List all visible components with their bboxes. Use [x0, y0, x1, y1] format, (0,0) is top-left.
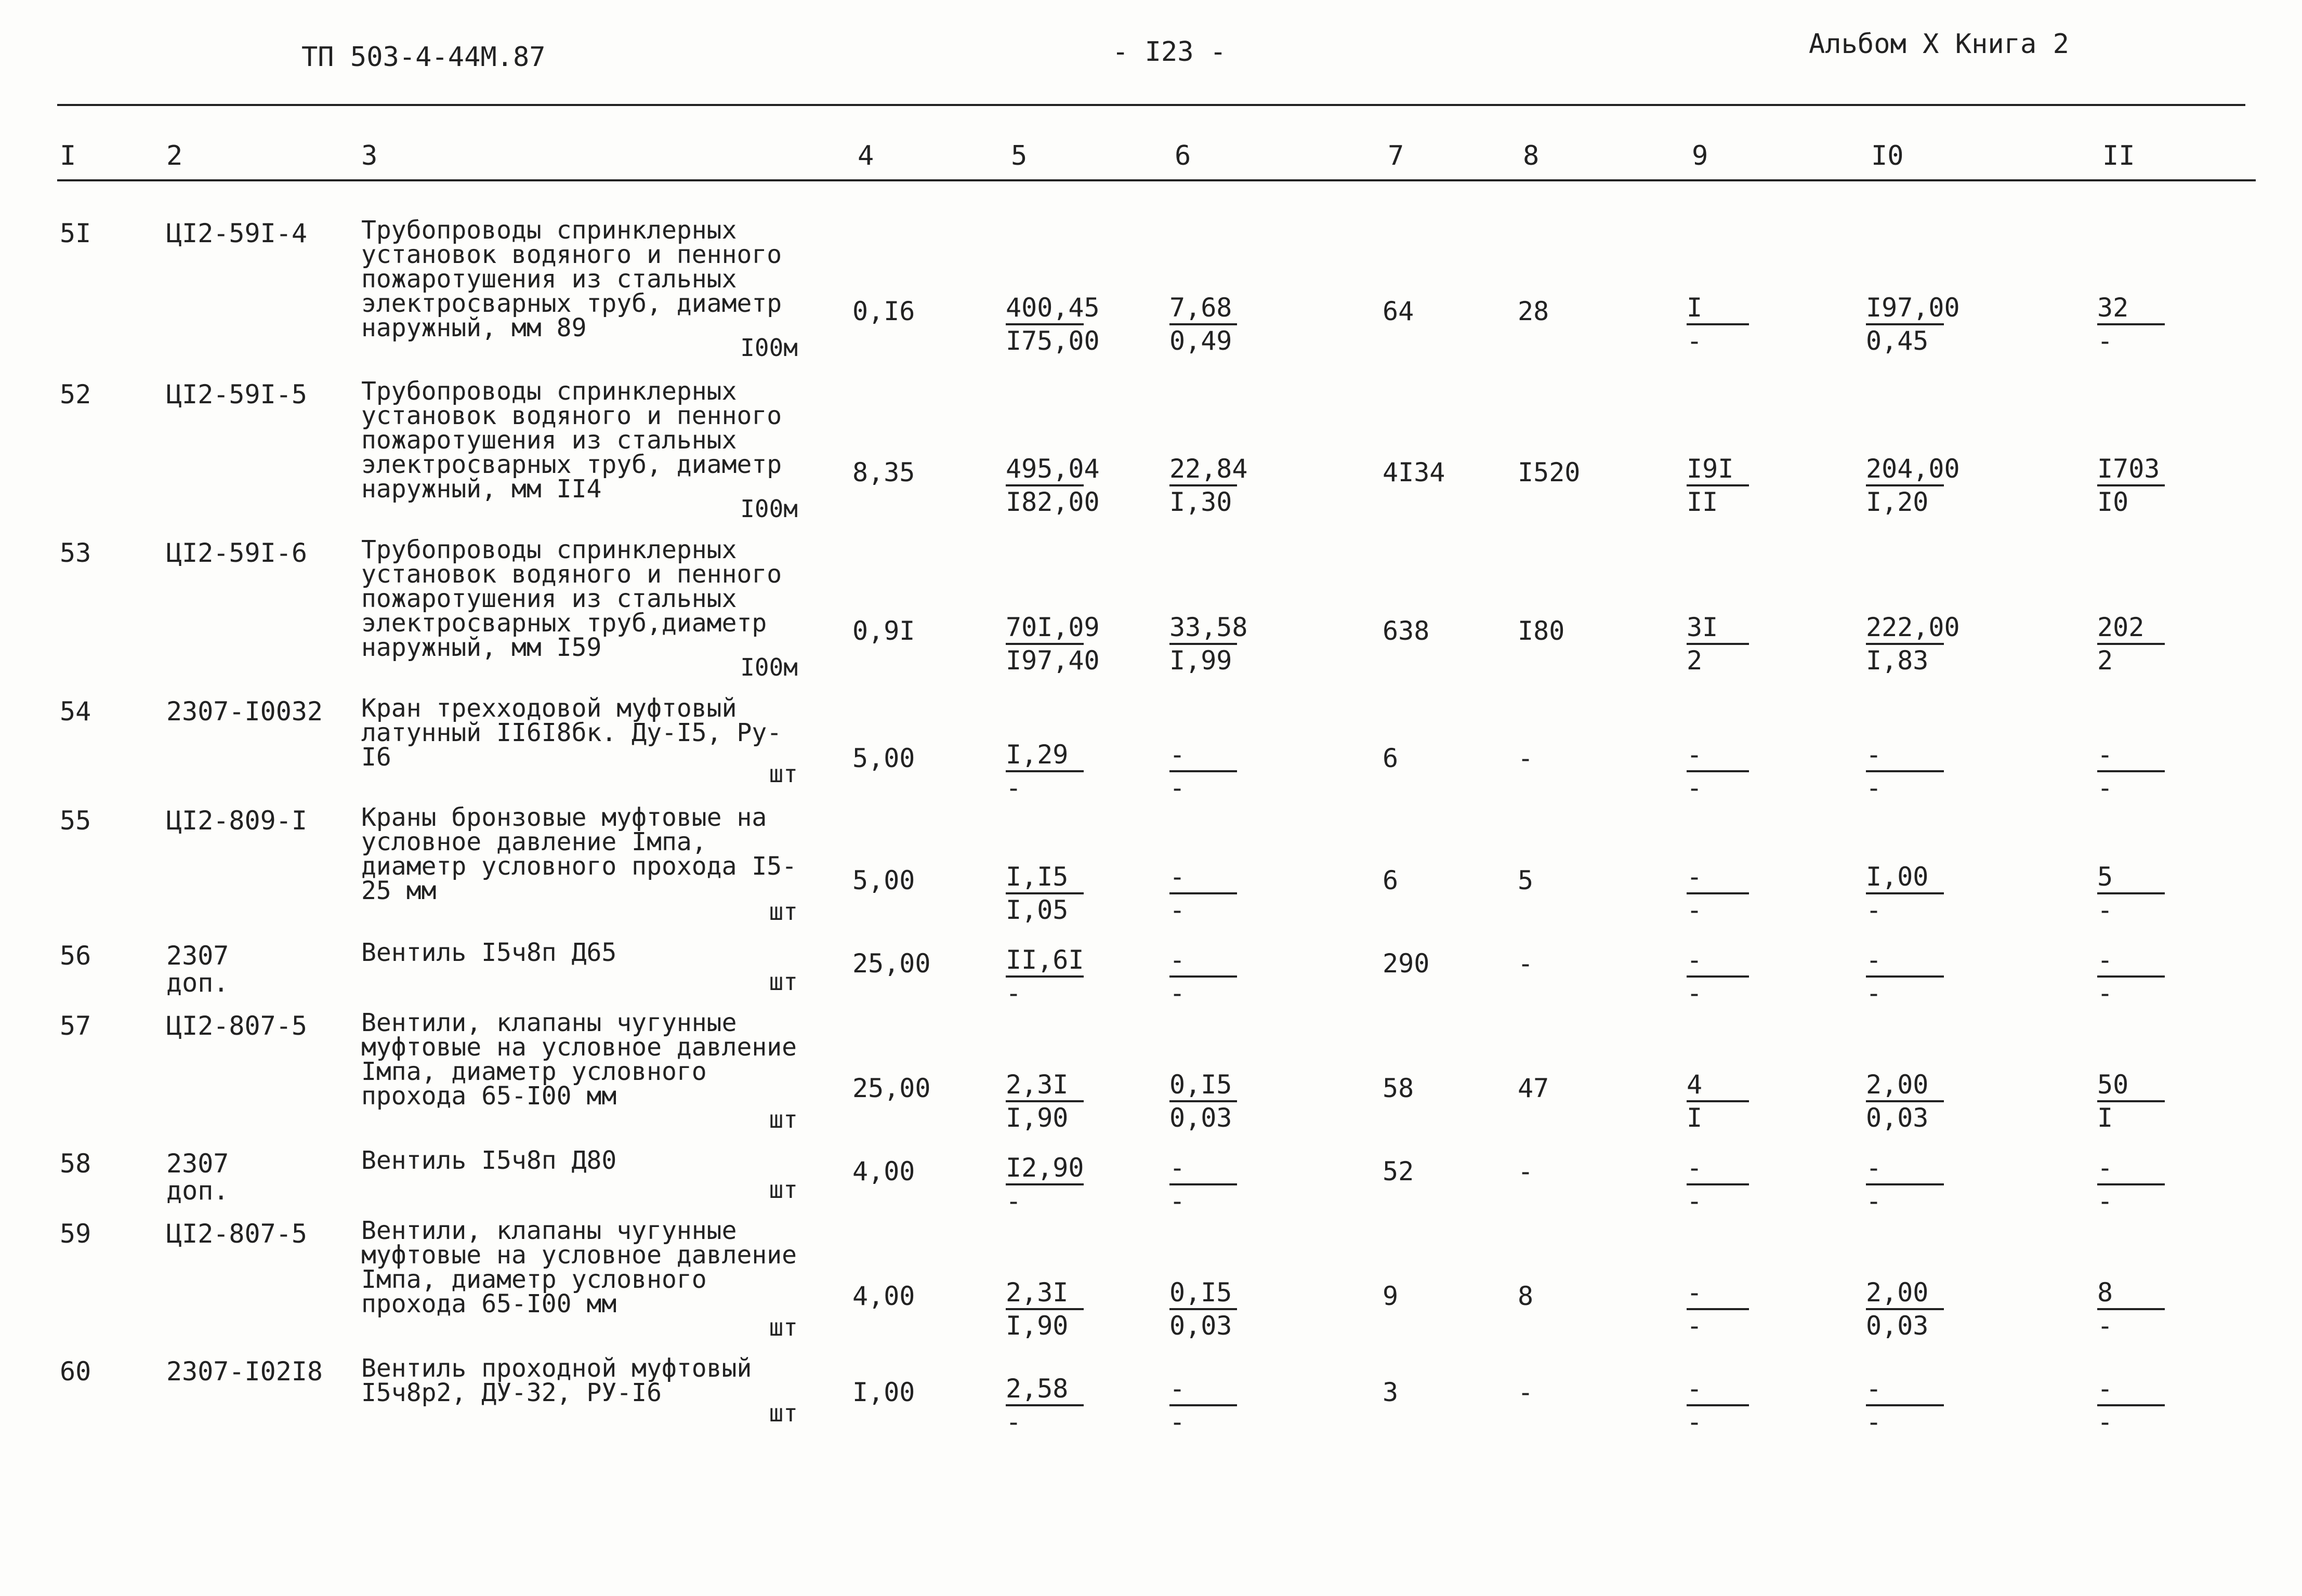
row-col7: 6	[1383, 865, 1399, 895]
fraction-denominator: I0	[2097, 487, 2129, 517]
row-c11-fraction	[2097, 1153, 2165, 1217]
row-c6-fraction	[1169, 1153, 1237, 1217]
row-c5-fraction	[1006, 1374, 1084, 1437]
row-c6-fraction	[1169, 1070, 1237, 1133]
fraction-denominator: -	[1866, 773, 1882, 803]
fraction-denominator: -	[2097, 326, 2113, 356]
row-c9-fraction	[1687, 740, 1749, 803]
row-number: 56	[60, 941, 91, 971]
row-c5-fraction	[1006, 1070, 1084, 1133]
fraction-numerator: I,00	[1866, 862, 1944, 894]
column-number: 7	[1388, 140, 1404, 172]
row-unit: шт	[769, 898, 798, 926]
column-number: 6	[1175, 140, 1191, 172]
row-description: Трубопроводы спринклерных установок водяного и пенного пожаротушения из стальных электросварных труб, диаметр наружный, мм II4	[361, 377, 782, 504]
fraction-denominator: -	[2097, 1311, 2113, 1341]
row-c9-fraction	[1687, 1070, 1749, 1133]
row-quantity: 0,9I	[852, 616, 915, 646]
row-c11-fraction	[2097, 862, 2165, 926]
row-c9-fraction	[1687, 1278, 1749, 1341]
row-c9-fraction	[1687, 613, 1749, 676]
row-c10-fraction	[1866, 740, 1944, 803]
row-c10-fraction	[1866, 612, 1960, 676]
row-code: доп.	[166, 968, 229, 998]
row-c10-fraction	[1866, 945, 1944, 1009]
fraction-denominator: -	[1866, 1407, 1882, 1437]
fraction-numerator: I	[1687, 293, 1749, 325]
row-number: 58	[60, 1149, 91, 1179]
fraction-denominator: -	[1687, 895, 1703, 925]
fraction-numerator: 2,3I	[1006, 1278, 1084, 1310]
row-c11-fraction	[2097, 1374, 2165, 1437]
row-number: 5I	[60, 218, 91, 248]
row-col8: -	[1518, 1377, 1534, 1407]
row-c11-fraction	[2097, 740, 2165, 803]
fraction-numerator: -	[1169, 862, 1237, 894]
fraction-numerator: 495,04	[1006, 454, 1084, 486]
fraction-numerator: I2,90	[1006, 1153, 1084, 1185]
row-c6-fraction	[1169, 862, 1237, 926]
row-code: ЦI2-59I-5	[166, 379, 307, 410]
row-c6-fraction	[1169, 740, 1237, 803]
fraction-denominator: 0,03	[1866, 1311, 1929, 1341]
row-col7: 6	[1383, 743, 1399, 773]
fraction-denominator: -	[1169, 978, 1186, 1008]
fraction-numerator: 7,68	[1169, 293, 1237, 325]
row-unit: шт	[769, 1399, 798, 1427]
fraction-numerator: 2,00	[1866, 1278, 1944, 1310]
row-c6-fraction	[1169, 945, 1237, 1009]
fraction-numerator: -	[1866, 1374, 1944, 1406]
row-quantity: 5,00	[852, 865, 915, 895]
row-quantity: 25,00	[852, 1073, 931, 1103]
row-c5-fraction	[1006, 740, 1084, 803]
fraction-numerator: 3I	[1687, 613, 1749, 645]
row-c10-fraction	[1866, 1070, 1944, 1133]
row-c9-fraction	[1687, 1153, 1749, 1217]
row-code: 2307	[166, 941, 229, 971]
row-c10-fraction	[1866, 454, 1960, 518]
row-col8: -	[1518, 948, 1534, 979]
row-col7: 4I34	[1383, 457, 1445, 487]
row-c11-fraction	[2097, 613, 2165, 676]
row-quantity: 4,00	[852, 1281, 915, 1311]
row-code: ЦI2-59I-6	[166, 538, 307, 568]
row-c10-fraction	[1866, 293, 1960, 357]
row-c5-fraction	[1006, 945, 1084, 1009]
fraction-denominator: 2	[2097, 645, 2113, 676]
row-unit: шт	[769, 968, 798, 996]
fraction-denominator: 0,03	[1169, 1103, 1232, 1133]
row-quantity: 4,00	[852, 1156, 915, 1186]
row-c9-fraction	[1687, 945, 1749, 1009]
row-number: 59	[60, 1219, 91, 1249]
fraction-numerator: -	[1169, 740, 1237, 772]
row-number: 54	[60, 696, 91, 727]
fraction-numerator: I9I	[1687, 454, 1749, 486]
fraction-denominator: I,83	[1866, 645, 1929, 676]
fraction-denominator: -	[1169, 1186, 1186, 1216]
row-col8: 47	[1518, 1073, 1549, 1103]
fraction-numerator: 4	[1687, 1070, 1749, 1102]
row-unit: I00м	[740, 495, 798, 523]
fraction-numerator: 0,I5	[1169, 1070, 1237, 1102]
fraction-denominator: I,90	[1006, 1103, 1069, 1133]
fraction-denominator: 0,03	[1169, 1311, 1232, 1341]
fraction-numerator: I703	[2097, 454, 2165, 486]
fraction-numerator: -	[1169, 945, 1237, 978]
row-unit: I00м	[740, 334, 798, 362]
row-unit: шт	[769, 1176, 798, 1204]
column-number: 3	[361, 140, 378, 172]
row-code: ЦI2-807-5	[166, 1219, 307, 1249]
fraction-numerator: -	[1687, 1374, 1749, 1406]
fraction-numerator: 0,I5	[1169, 1278, 1237, 1310]
fraction-denominator: -	[2097, 978, 2113, 1008]
row-c5-fraction	[1006, 454, 1100, 518]
fraction-denominator: -	[2097, 1186, 2113, 1216]
page-number: - I23 -	[1112, 36, 1227, 68]
row-c6-fraction	[1169, 612, 1248, 676]
row-code: ЦI2-807-5	[166, 1011, 307, 1041]
row-col7: 58	[1383, 1073, 1414, 1103]
fraction-numerator: 2,3I	[1006, 1070, 1084, 1102]
row-c5-fraction	[1006, 862, 1084, 926]
row-col7: 3	[1383, 1377, 1399, 1407]
fraction-denominator: -	[1687, 1186, 1703, 1216]
row-col8: I80	[1518, 616, 1565, 646]
fraction-denominator: -	[1866, 978, 1882, 1008]
fraction-denominator: I	[2097, 1103, 2113, 1133]
fraction-denominator: I,90	[1006, 1311, 1069, 1341]
fraction-numerator: 8	[2097, 1278, 2165, 1310]
row-col8: -	[1518, 1156, 1534, 1186]
row-number: 52	[60, 379, 91, 410]
fraction-denominator: -	[1006, 773, 1022, 803]
row-c10-fraction	[1866, 862, 1944, 926]
row-number: 57	[60, 1011, 91, 1041]
row-quantity: 0,I6	[852, 296, 915, 326]
row-description: Вентили, клапаны чугунные муфтовые на условное давление Iмпа, диаметр условного прохода 65-I00 мм	[361, 1008, 797, 1111]
fraction-denominator: -	[1687, 773, 1703, 803]
fraction-numerator: 5	[2097, 862, 2165, 894]
fraction-numerator: -	[1866, 1153, 1944, 1185]
fraction-denominator: -	[1687, 1407, 1703, 1437]
fraction-denominator: I,99	[1169, 645, 1232, 676]
row-code: ЦI2-59I-4	[166, 218, 307, 248]
row-number: 60	[60, 1356, 91, 1387]
doc-code: ТП 503-4-44М.87	[301, 42, 546, 73]
fraction-denominator: -	[1169, 1407, 1186, 1437]
fraction-numerator: -	[1687, 1278, 1749, 1310]
row-c5-fraction	[1006, 612, 1100, 676]
row-c6-fraction	[1169, 1374, 1237, 1437]
row-col7: 290	[1383, 948, 1430, 979]
row-col8: 8	[1518, 1281, 1534, 1311]
row-code: 2307-I02I8	[166, 1356, 323, 1387]
row-col8: -	[1518, 743, 1534, 773]
fraction-denominator: 0,45	[1866, 326, 1929, 356]
column-number: I0	[1871, 140, 1904, 172]
fraction-numerator: 2,58	[1006, 1374, 1084, 1406]
row-number: 53	[60, 538, 91, 568]
row-c9-fraction	[1687, 293, 1749, 357]
row-description: Краны бронзовые муфтовые на условное давление Iмпа, диаметр условного прохода I5-25 мм	[361, 803, 797, 905]
fraction-numerator: 33,58	[1169, 613, 1237, 645]
row-c11-fraction	[2097, 1070, 2165, 1133]
fraction-numerator: -	[1866, 740, 1944, 772]
row-description: Вентиль I5ч8п Д80	[361, 1146, 617, 1175]
fraction-numerator: -	[1866, 945, 1944, 978]
fraction-numerator: I,I5	[1006, 862, 1084, 894]
fraction-numerator: 204,00	[1866, 454, 1944, 486]
fraction-denominator: I,20	[1866, 487, 1929, 517]
row-quantity: 25,00	[852, 948, 931, 979]
row-c10-fraction	[1866, 1153, 1944, 1217]
column-number: 5	[1011, 140, 1028, 172]
row-description: Вентиль I5ч8п Д65	[361, 938, 617, 967]
column-number: II	[2102, 140, 2135, 172]
column-header-rule	[57, 179, 2256, 181]
fraction-numerator: -	[2097, 740, 2165, 772]
row-c11-fraction	[2097, 945, 2165, 1009]
fraction-numerator: -	[1687, 1153, 1749, 1185]
row-c9-fraction	[1687, 454, 1749, 518]
fraction-numerator: -	[2097, 1374, 2165, 1406]
row-c11-fraction	[2097, 454, 2165, 518]
fraction-numerator: -	[1169, 1374, 1237, 1406]
fraction-denominator: I82,00	[1006, 487, 1100, 517]
row-c5-fraction	[1006, 1153, 1084, 1217]
fraction-numerator: 50	[2097, 1070, 2165, 1102]
fraction-numerator: -	[1687, 740, 1749, 772]
row-c5-fraction	[1006, 1278, 1084, 1341]
row-c10-fraction	[1866, 1374, 1944, 1437]
fraction-numerator: -	[1687, 862, 1749, 894]
fraction-denominator: 0,49	[1169, 326, 1232, 356]
fraction-denominator: -	[1687, 1311, 1703, 1341]
row-quantity: I,00	[852, 1377, 915, 1407]
fraction-denominator: 2	[1687, 645, 1703, 676]
row-c5-fraction	[1006, 293, 1100, 357]
fraction-denominator: II	[1687, 487, 1718, 517]
row-description: Вентили, клапаны чугунные муфтовые на условное давление Iмпа, диаметр условного прохода 65-I00 мм	[361, 1216, 797, 1318]
row-code: доп.	[166, 1176, 229, 1206]
row-c11-fraction	[2097, 1278, 2165, 1341]
column-number: I	[60, 140, 76, 172]
row-unit: шт	[769, 760, 798, 788]
album-label: Альбом X Книга 2	[1809, 29, 2069, 60]
row-number: 55	[60, 806, 91, 836]
fraction-denominator: -	[1006, 1186, 1022, 1216]
row-c6-fraction	[1169, 454, 1248, 518]
fraction-denominator: -	[1687, 326, 1703, 356]
row-code: ЦI2-809-I	[166, 806, 307, 836]
row-col7: 52	[1383, 1156, 1414, 1186]
row-unit: шт	[769, 1313, 798, 1341]
fraction-numerator: -	[1169, 1153, 1237, 1185]
row-c6-fraction	[1169, 293, 1237, 357]
fraction-denominator: -	[1866, 895, 1882, 925]
fraction-denominator: -	[1006, 1407, 1022, 1437]
row-c9-fraction	[1687, 1374, 1749, 1437]
fraction-numerator: 202	[2097, 613, 2165, 645]
row-col7: 638	[1383, 616, 1430, 646]
row-description: Кран трехходовой муфтовый латунный II6I8бк. Ду-I5, Ру-I6	[361, 694, 782, 772]
fraction-numerator: 22,84	[1169, 454, 1237, 486]
fraction-denominator: -	[1169, 773, 1186, 803]
fraction-denominator: I75,00	[1006, 326, 1100, 356]
fraction-numerator: 2,00	[1866, 1070, 1944, 1102]
fraction-numerator: 400,45	[1006, 293, 1084, 325]
row-col7: 64	[1383, 296, 1414, 326]
row-col8: I520	[1518, 457, 1581, 487]
fraction-denominator: I97,40	[1006, 645, 1100, 676]
fraction-denominator: I,30	[1169, 487, 1232, 517]
fraction-denominator: -	[1169, 895, 1186, 925]
fraction-denominator: 0,03	[1866, 1103, 1929, 1133]
row-code: 2307-I0032	[166, 696, 323, 727]
row-unit: шт	[769, 1105, 798, 1133]
fraction-denominator: -	[2097, 773, 2113, 803]
fraction-denominator: I	[1687, 1103, 1703, 1133]
column-number: 9	[1692, 140, 1708, 172]
fraction-numerator: -	[2097, 945, 2165, 978]
row-c6-fraction	[1169, 1278, 1237, 1341]
row-description: Трубопроводы спринклерных установок водяного и пенного пожаротушения из стальных электросварных труб,диаметр наружный, мм I59	[361, 535, 782, 662]
fraction-numerator: 70I,09	[1006, 613, 1084, 645]
fraction-denominator: -	[2097, 1407, 2113, 1437]
row-description: Трубопроводы спринклерных установок водяного и пенного пожаротушения из стальных электросварных труб, диаметр наружный, мм 89	[361, 216, 782, 342]
row-c9-fraction	[1687, 862, 1749, 926]
row-quantity: 8,35	[852, 457, 915, 487]
row-code: 2307	[166, 1149, 229, 1179]
fraction-denominator: -	[1687, 978, 1703, 1008]
row-description: Вентиль проходной муфтовый I5ч8р2, ДУ-32, РУ-I6	[361, 1354, 752, 1407]
fraction-numerator: -	[1687, 945, 1749, 978]
row-c10-fraction	[1866, 1278, 1944, 1341]
fraction-numerator: 32	[2097, 293, 2165, 325]
fraction-denominator: I,05	[1006, 895, 1069, 925]
row-col7: 9	[1383, 1281, 1399, 1311]
fraction-numerator: -	[2097, 1153, 2165, 1185]
fraction-denominator: -	[1866, 1186, 1882, 1216]
fraction-denominator: -	[1006, 978, 1022, 1008]
column-number: 8	[1523, 140, 1540, 172]
row-col8: 28	[1518, 296, 1549, 326]
fraction-numerator: I,29	[1006, 740, 1084, 772]
row-unit: I00м	[740, 653, 798, 681]
row-col8: 5	[1518, 865, 1534, 895]
fraction-numerator: II,6I	[1006, 945, 1084, 978]
fraction-numerator: I97,00	[1866, 293, 1944, 325]
row-c11-fraction	[2097, 293, 2165, 357]
column-number: 4	[858, 140, 874, 172]
fraction-numerator: 222,00	[1866, 613, 1944, 645]
top-rule	[57, 104, 2245, 106]
row-quantity: 5,00	[852, 743, 915, 773]
fraction-denominator: -	[2097, 895, 2113, 925]
column-number: 2	[166, 140, 183, 172]
